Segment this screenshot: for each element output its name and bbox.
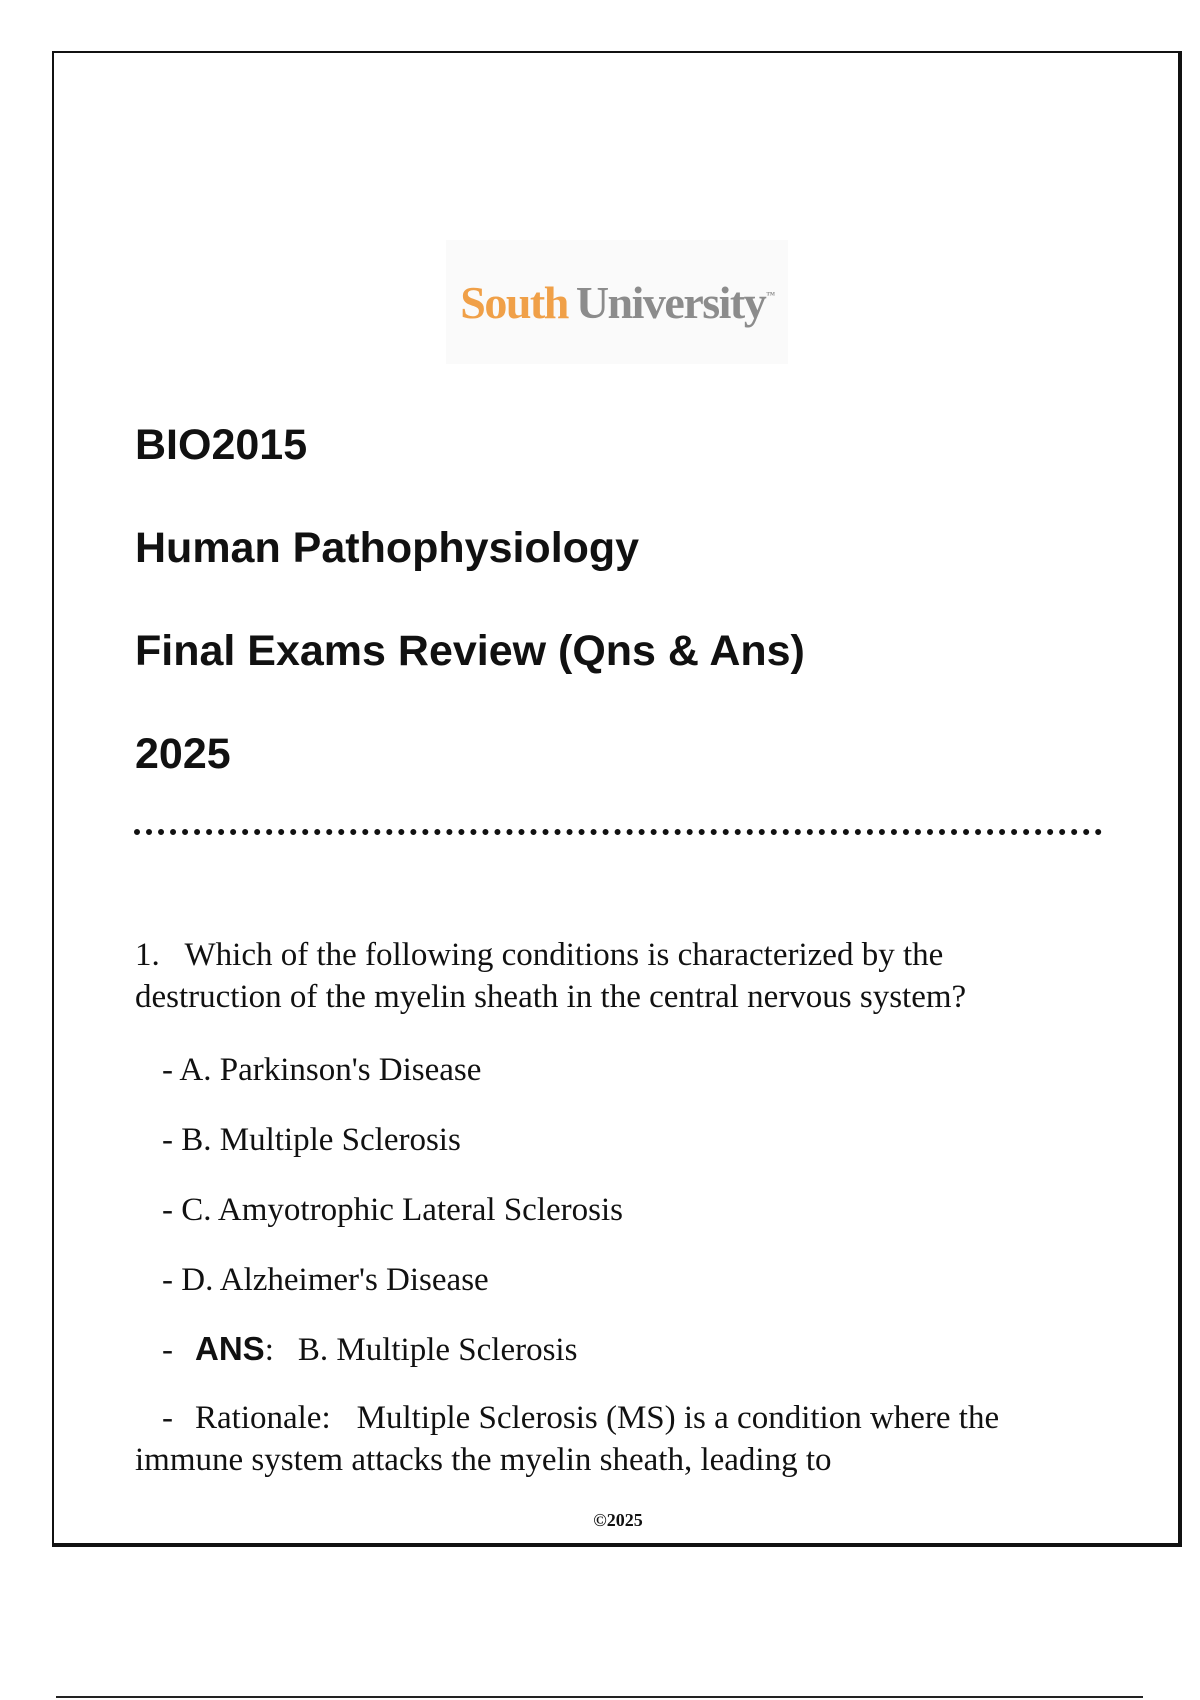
- logo-word-university: University: [575, 276, 766, 328]
- document-title: Final Exams Review (Qns & Ans): [135, 627, 805, 675]
- course-title: Human Pathophysiology: [135, 524, 640, 572]
- option-b: - B. Multiple Sclerosis: [162, 1122, 461, 1158]
- rationale-label: Rationale:: [195, 1400, 331, 1436]
- rationale-dash: -: [162, 1400, 173, 1436]
- option-d: - D. Alzheimer's Disease: [162, 1262, 489, 1298]
- logo-word-south: South: [460, 276, 568, 328]
- rationale: [135, 1397, 1110, 1481]
- question-number: 1.: [135, 937, 160, 973]
- answer-line: [162, 1328, 577, 1371]
- dotted-divider: [134, 829, 1102, 835]
- option-a: - A. Parkinson's Disease: [162, 1052, 482, 1088]
- copyright-notice: ©2025: [593, 1510, 643, 1530]
- rationale-text: Multiple Sclerosis (MS) is a condition where the immune system attacks the myelin sheath, leading to: [135, 1400, 1000, 1478]
- question-text: Which of the following conditions is characterized by the destruction of the myelin sheath in the central nervous system?: [135, 937, 967, 1015]
- document-year: 2025: [135, 730, 231, 778]
- logo-trademark: ™: [766, 289, 774, 300]
- answer-dash: -: [162, 1332, 173, 1368]
- university-logo: [446, 240, 788, 364]
- answer-colon: :: [264, 1332, 274, 1368]
- answer-label: ANS: [195, 1330, 265, 1367]
- bottom-divider: [56, 1696, 1143, 1698]
- option-c: - C. Amyotrophic Lateral Sclerosis: [162, 1192, 623, 1228]
- answer-value: B. Multiple Sclerosis: [297, 1332, 578, 1368]
- question-1: [135, 934, 1095, 1018]
- course-code: BIO2015: [135, 421, 308, 469]
